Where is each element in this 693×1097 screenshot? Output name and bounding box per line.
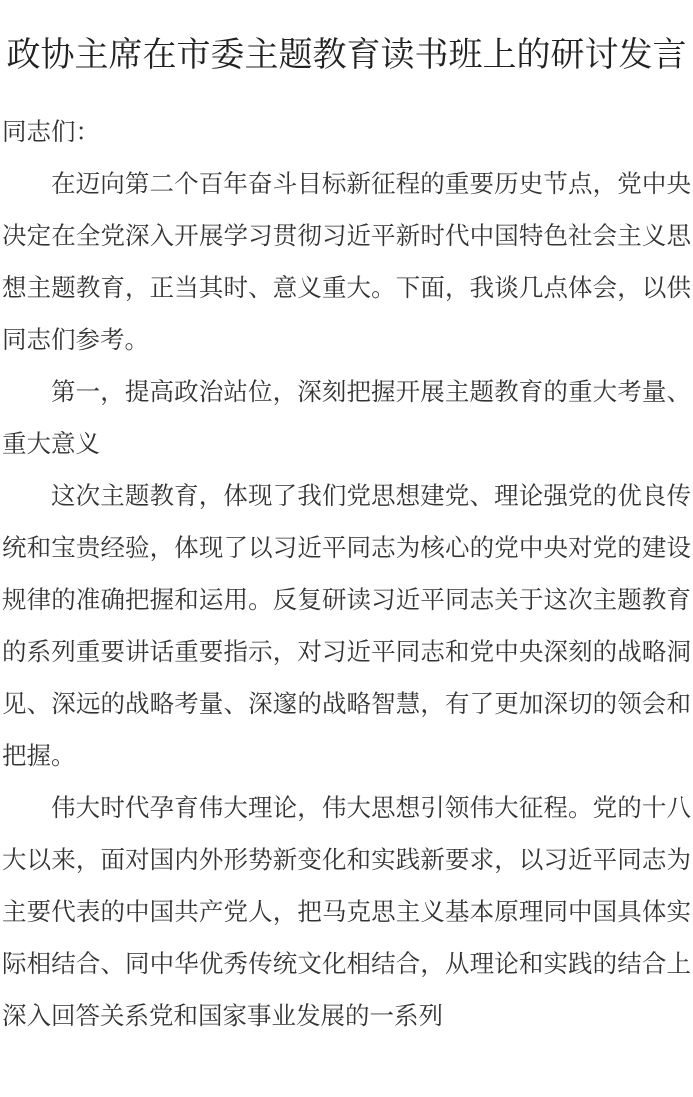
document-title: 政协主席在市委主题教育读书班上的研讨发言 [6,35,687,75]
document-body [0,106,693,1042]
paragraph-body-1: 这次主题教育，体现了我们党思想建党、理论强党的优良传统和宝贵经验，体现了以习近平同志为核心的党中央对党的建设规律的准确把握和运用。反复研读习近平同志关于这次主题教育的系列重要讲话重要指示，对习近平同志和党中央深刻的战略洞见、深远的战略考量、深邃的战略智慧，有了更加深切的领会和把握。 [2,481,691,770]
paragraph-body-2: 伟大时代孕育伟大理论，伟大思想引领伟大征程。党的十八大以来，面对国内外形势新变化和实践新要求，以习近平同志为主要代表的中国共产党人，把马克思主义基本原理同中国具体实际相结合、同中华优秀传统文化相结合，从理论和实践的结合上深入回答关系党和国家事业发展的一系列 [2,793,691,1030]
section-heading-1: 第一，提高政治站位，深刻把握开展主题教育的重大考量、重大意义 [2,377,691,458]
paragraph-intro: 在迈向第二个百年奋斗目标新征程的重要历史节点，党中央决定在全党深入开展学习贯彻习近平新时代中国特色社会主义思想主题教育，正当其时、意义重大。下面，我谈几点体会，以供同志们参考。 [2,169,691,354]
salutation: 同志们： [2,117,100,146]
